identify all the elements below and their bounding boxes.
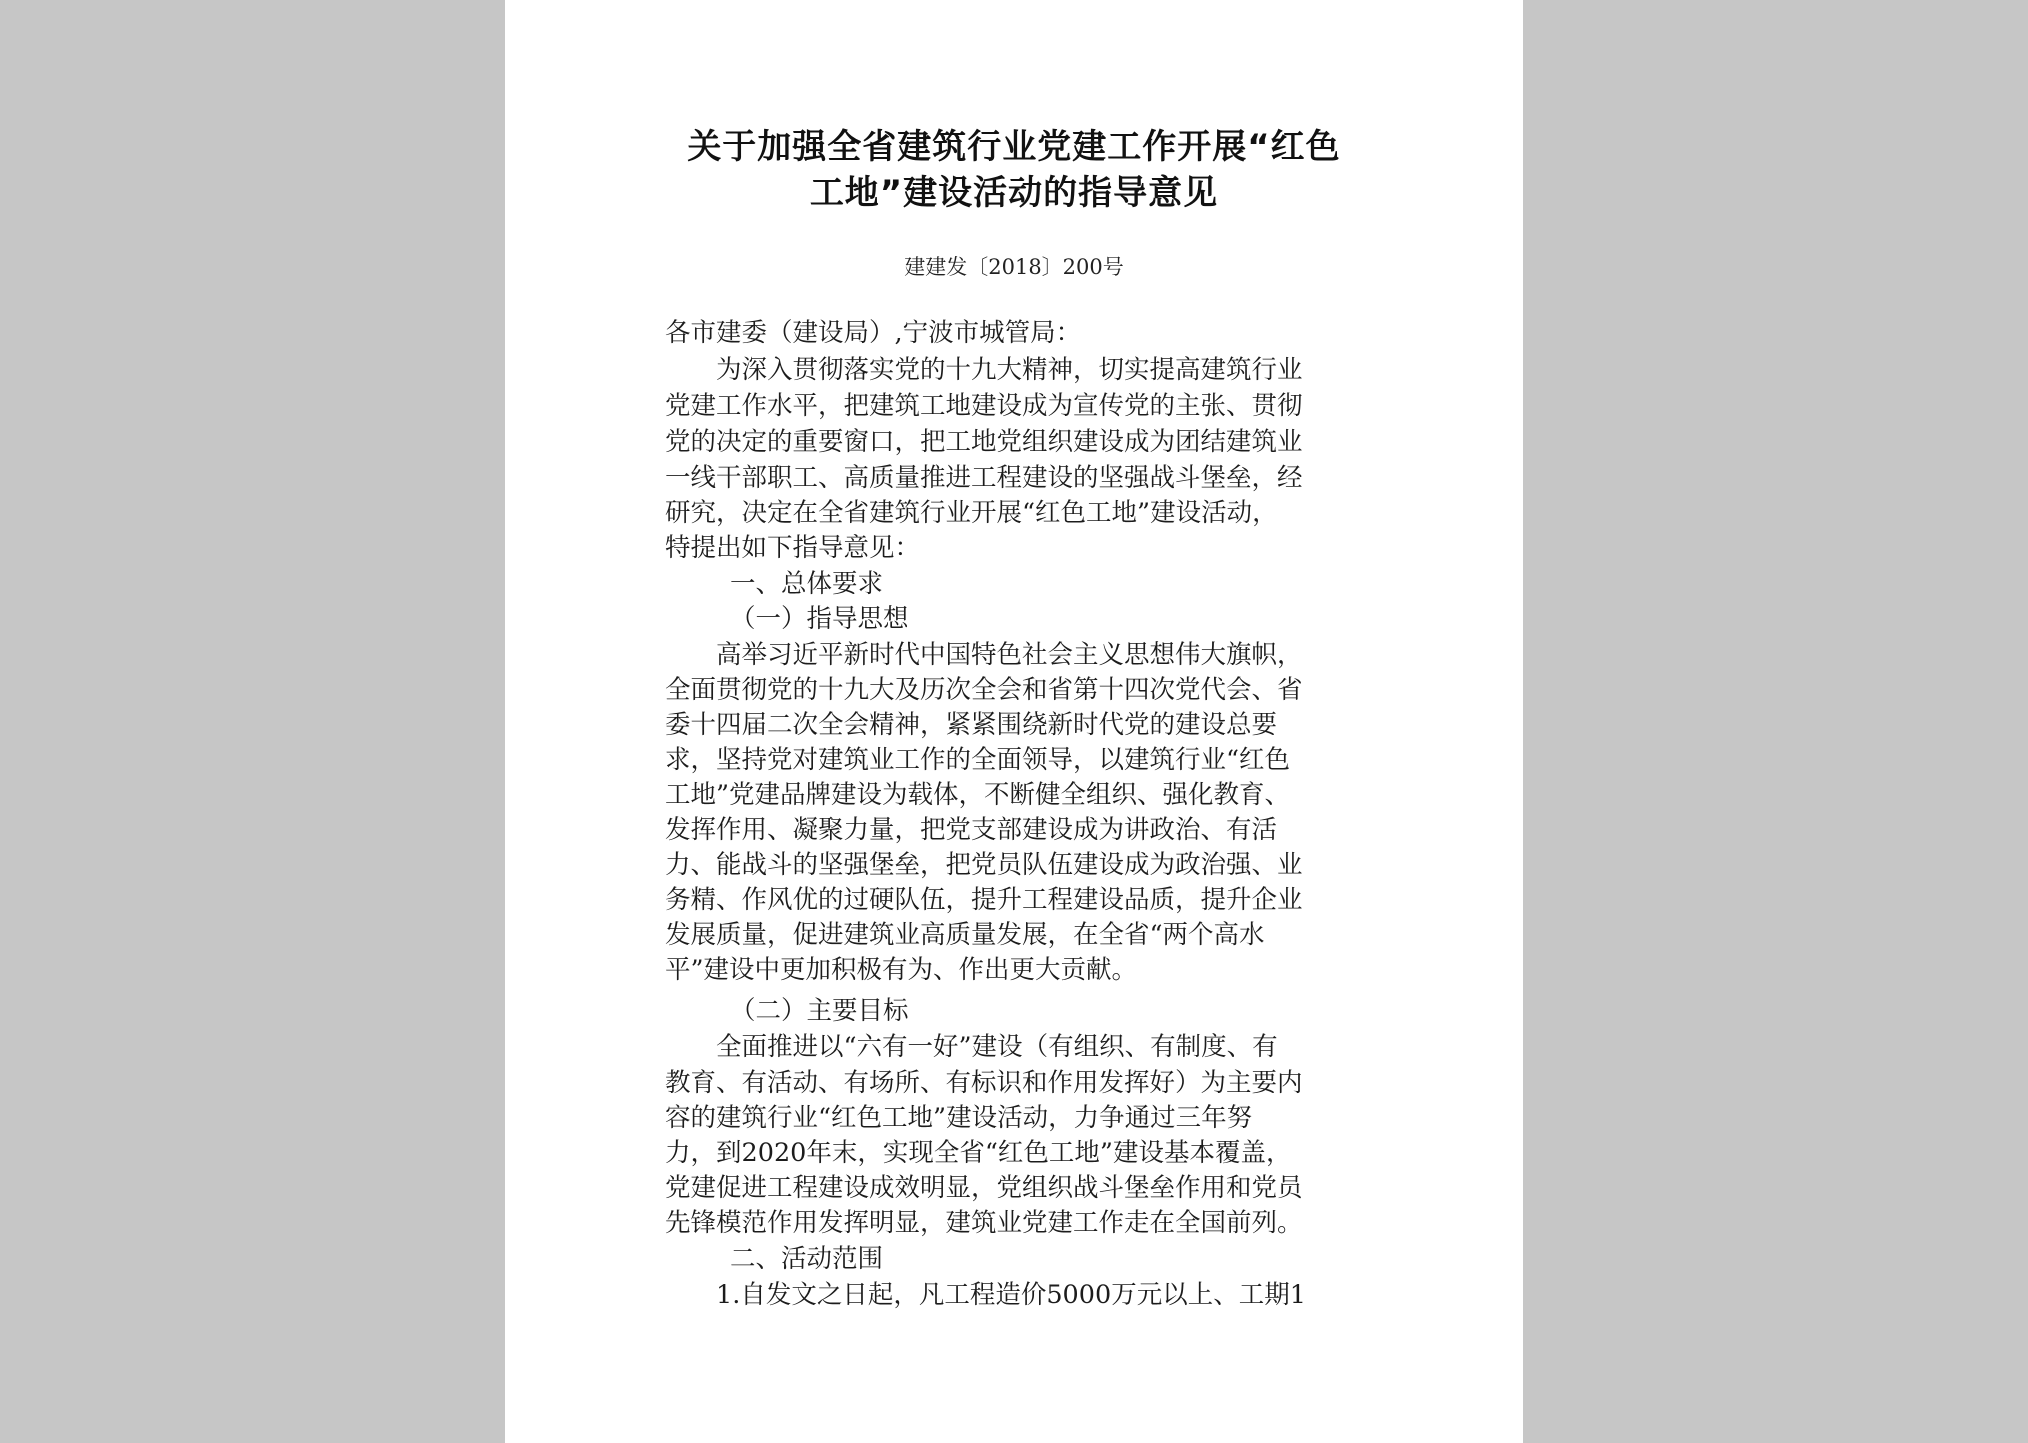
paragraph-line: 工地”党建品牌建设为载体，不断健全组织、强化教育、 [665,780,1291,810]
section-heading: 二、活动范围 [730,1244,884,1274]
paragraph-line: 委十四届二次全会精神，紧紧围绕新时代党的建设总要 [665,710,1278,740]
paragraph-line: 容的建筑行业“红色工地”建设活动，力争通过三年努 [665,1103,1253,1133]
subsection-heading: （二）主要目标 [730,996,909,1026]
document-number: 建建发〔2018〕200号 [904,255,1124,279]
paragraph-line: 全面贯彻党的十九大及历次全会和省第十四次党代会、省 [665,675,1303,705]
paragraph-line: 力、能战斗的坚强堡垒，把党员队伍建设成为政治强、业 [665,850,1303,880]
subsection-heading: （一）指导思想 [730,604,909,634]
paragraph-line: 研究，决定在全省建筑行业开展“红色工地”建设活动， [665,498,1278,528]
paragraph-line: 发挥作用、凝聚力量，把党支部建设成为讲政治、有活 [665,815,1278,845]
paragraph-line: 为深入贯彻落实党的十九大精神，切实提高建筑行业 [716,355,1303,385]
paragraph-line: 党建工作水平，把建筑工地建设成为宣传党的主张、贯彻 [665,391,1303,421]
paragraph-line: 1.自发文之日起，凡工程造价5000万元以上、工期1 [716,1280,1306,1310]
paragraph-line: 特提出如下指导意见： [665,533,921,563]
salutation-line: 各市建委（建设局）,宁波市城管局： [665,318,1082,348]
paragraph-line: 教育、有活动、有场所、有标识和作用发挥好）为主要内 [665,1068,1303,1098]
document-title-line-1: 关于加强全省建筑行业党建工作开展“红色 [687,127,1341,167]
paragraph-line: 求，坚持党对建筑业工作的全面领导，以建筑行业“红色 [665,745,1291,775]
paragraph-line: 力，到2020年末，实现全省“红色工地”建设基本覆盖， [665,1138,1292,1168]
paragraph-line: 发展质量，促进建筑业高质量发展，在全省“两个高水 [665,920,1265,950]
paragraph-line: 党的决定的重要窗口，把工地党组织建设成为团结建筑业 [665,427,1303,457]
document-page [505,0,1523,1443]
paragraph-line: 全面推进以“六有一好”建设（有组织、有制度、有 [716,1032,1278,1062]
document-title-line-2: 工地”建设活动的指导意见 [809,173,1219,213]
paragraph-line: 高举习近平新时代中国特色社会主义思想伟大旗帜， [716,640,1303,670]
paragraph-line: 先锋模范作用发挥明显，建筑业党建工作走在全国前列。 [665,1208,1303,1238]
paragraph-line: 平”建设中更加积极有为、作出更大贡献。 [665,955,1138,985]
section-heading: 一、总体要求 [730,569,884,599]
paragraph-line: 一线干部职工、高质量推进工程建设的坚强战斗堡垒，经 [665,463,1303,493]
paragraph-line: 务精、作风优的过硬队伍，提升工程建设品质，提升企业 [665,885,1303,915]
paragraph-line: 党建促进工程建设成效明显，党组织战斗堡垒作用和党员 [665,1173,1303,1203]
